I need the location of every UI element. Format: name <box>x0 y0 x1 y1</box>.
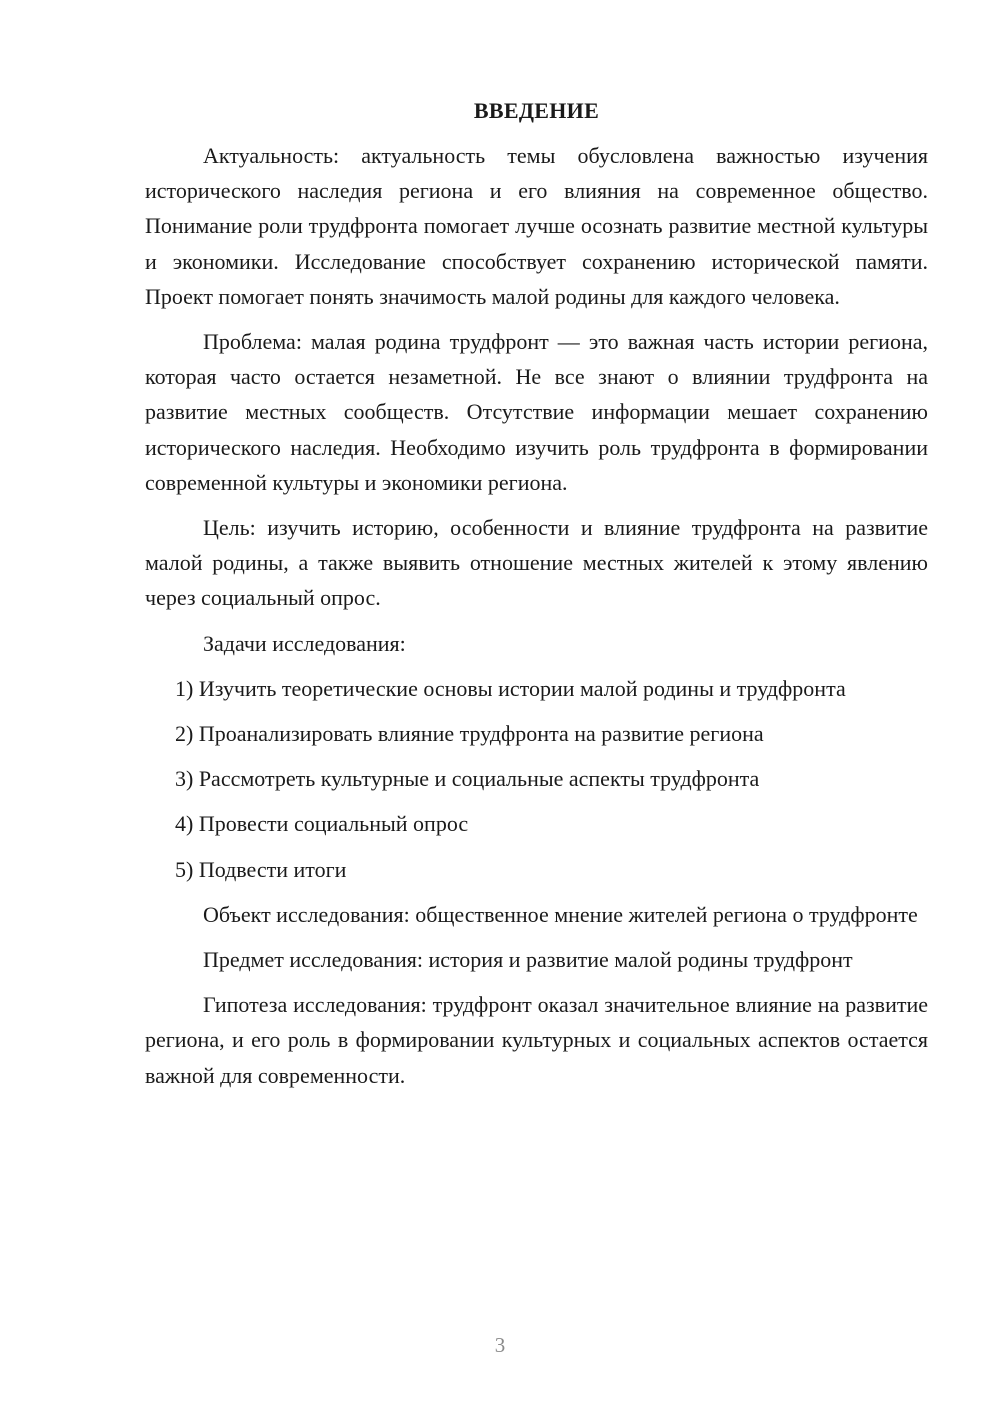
object-paragraph: Объект исследования: общественное мнение жителей региона о трудфронте <box>203 901 918 927</box>
goal-paragraph: Цель: изучить историю, особенности и влияние трудфронта на развитие малой родины, а также выявить отношение местных жителей к этому явлению через социальный опрос. <box>145 515 928 611</box>
task-item-5: 5) Подвести итоги <box>175 856 347 882</box>
problem-paragraph: Проблема: малая родина трудфронт — это важная часть истории региона, которая часто остается незаметной. Не все знают о влиянии трудфронта на развитие местных сообществ. Отсутствие информации мешает сохранению исторического наследия. Необходимо изучить роль трудфронта в формировании современной культуры и экономики региона. <box>145 329 928 495</box>
subject-paragraph: Предмет исследования: история и развитие малой родины трудфронт <box>203 947 853 973</box>
task-item-1: 1) Изучить теоретические основы истории малой родины и трудфронта <box>175 675 846 701</box>
tasks-heading: Задачи исследования: <box>203 630 406 656</box>
page-number: 3 <box>494 1333 506 1357</box>
task-item-2: 2) Проанализировать влияние трудфронта на развитие региона <box>175 721 764 747</box>
task-item-4: 4) Провести социальный опрос <box>175 811 469 837</box>
relevance-paragraph: Актуальность: актуальность темы обусловлена важностью изучения исторического наследия региона и его влияния на современное общество. Понимание роли трудфронта помогает лучше осознать развитие местной культуры и экономики. Исследование способствует сохранению исторической памяти. Проект помогает понять значимость малой родины для каждого человека. <box>145 143 928 309</box>
page-content <box>145 93 928 1103</box>
hypothesis-paragraph: Гипотеза исследования: трудфронт оказал значительное влияние на развитие региона, и его роль в формировании культурных и социальных аспектов остается важной для современности. <box>145 992 928 1088</box>
task-item-3: 3) Рассмотреть культурные и социальные аспекты трудфронта <box>175 766 760 792</box>
section-heading: ВВЕДЕНИЕ <box>473 98 600 123</box>
